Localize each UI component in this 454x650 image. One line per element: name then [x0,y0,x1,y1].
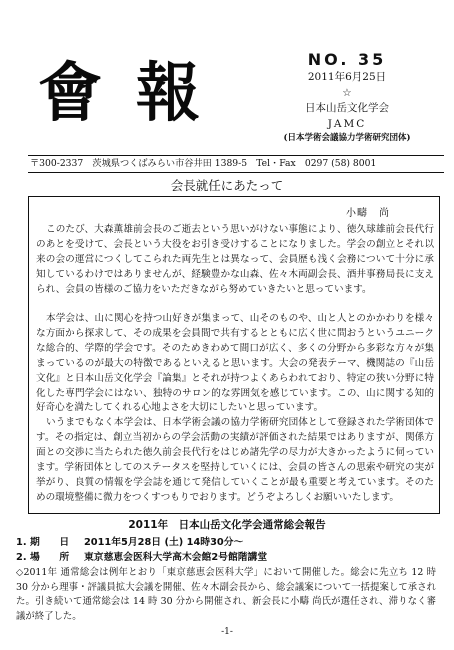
report-date-label: 1. 期 日 [16,537,70,548]
article-paragraph: いうまでもなく本学会は、日本学術会議の協力学術研究団体として登録された学術団体です。その指定は、創立当初からの学会活動の実績が評価された結果ではありますが、関係方面との交渉に当たられた徳久前会長代行をはじめ諸先学の尽力が大きかったように伺っています。学術団体としてのステータスを堅持していくには、会員の皆さんの思索や研究の実が挙がり、良質の情報を学会誌を通じて発信していくことが最も重要と考えています。そのための環境整備に微力をつくすつもりでおります。どうぞよろしくお願いいたします。 [36,417,434,503]
report-date-value: 2011年5月28日 (土) 14時30分～ [83,537,244,548]
masthead-title: 會報 [38,56,234,131]
address-top-rule [28,155,444,156]
org-abbr: JAMC [327,117,367,130]
org-note: (日本学術会議協力学術研究団体) [283,133,411,143]
article-paragraph: このたび、大森薫雄前会長のご逝去という思いがけない事態により、徳久球雄前会長代行のあとを受けて、会長という大役をお引き受けすることになりました。学会の創立とそれ以来の会の運営につくしてこられた両先生とは異なって、会員歴も浅く会務について十分に承知しているわけではありませんが、経験豊かな山森、佐々木両副会長、酒井事務局長に支えられ、会員の皆様のご協力をいただきながら努めていきたいと思っています。 [36,224,434,295]
page-number: -1- [221,627,233,637]
report-place-value: 東京慈恵会医科大学高木会館2号館階講堂 [83,552,268,563]
address-bottom-rule [28,172,444,173]
issue-number: NO. 35 [307,50,387,69]
report-title: 2011年 日本山岳文化学会通常総会報告 [128,519,326,531]
issue-date: 2011年6月25日 [307,71,387,83]
report-place-label: 2. 場 所 [16,552,70,563]
article-title: 会長就任にあたって [170,178,284,193]
star-icon: ☆ [342,86,352,99]
report-date-row [16,536,243,550]
address-line: 〒300-2337 茨城県つくばみらい市谷井田 1389-5 Tel・Fax 0297 (58) 8001 [30,158,377,169]
org-name: 日本山岳文化学会 [305,102,389,114]
issue-info [252,50,442,145]
article-paragraph: 本学会は、山に関心を持つ山好きが集まって、山そのものや、山と人とのかかわりを様々な方面から探求して、その成果を会員間で共有するとともに広く世に問おうというユニークな総合的、学際的学会です。そのためきわめて間口が広く、多くの分野から多彩な方々が集まっているのが最大の特徴であるといえると思います。大会の発表テーマ、機関誌の『山岳文化』と日本山岳文化学会『論集』とそれが持つよくあらわれており、特定の狭い分野に特化した専門学会にはない、独特のサロン的な雰囲気を感じています。この、山に関する知的好奇心を満たしてくれる心地よさを大切にしたいと思っています。 [36,313,434,414]
report-place-row [16,551,267,565]
article-author: 小疇 尚 [346,208,390,219]
report-body: ◇2011年 通常総会は例年とおり「東京慈恵会医科大学」において開催した。総会に先立ち 12 時 30 分から理事・評議員拡大会議を開催、佐々木副会長から、総会議案について一括提案して承された。引き続いて通常総会は 14 時 30 分から開催され、新会長に小疇 尚氏が選任され、滞りなく審議が終了した。 [16,567,436,622]
